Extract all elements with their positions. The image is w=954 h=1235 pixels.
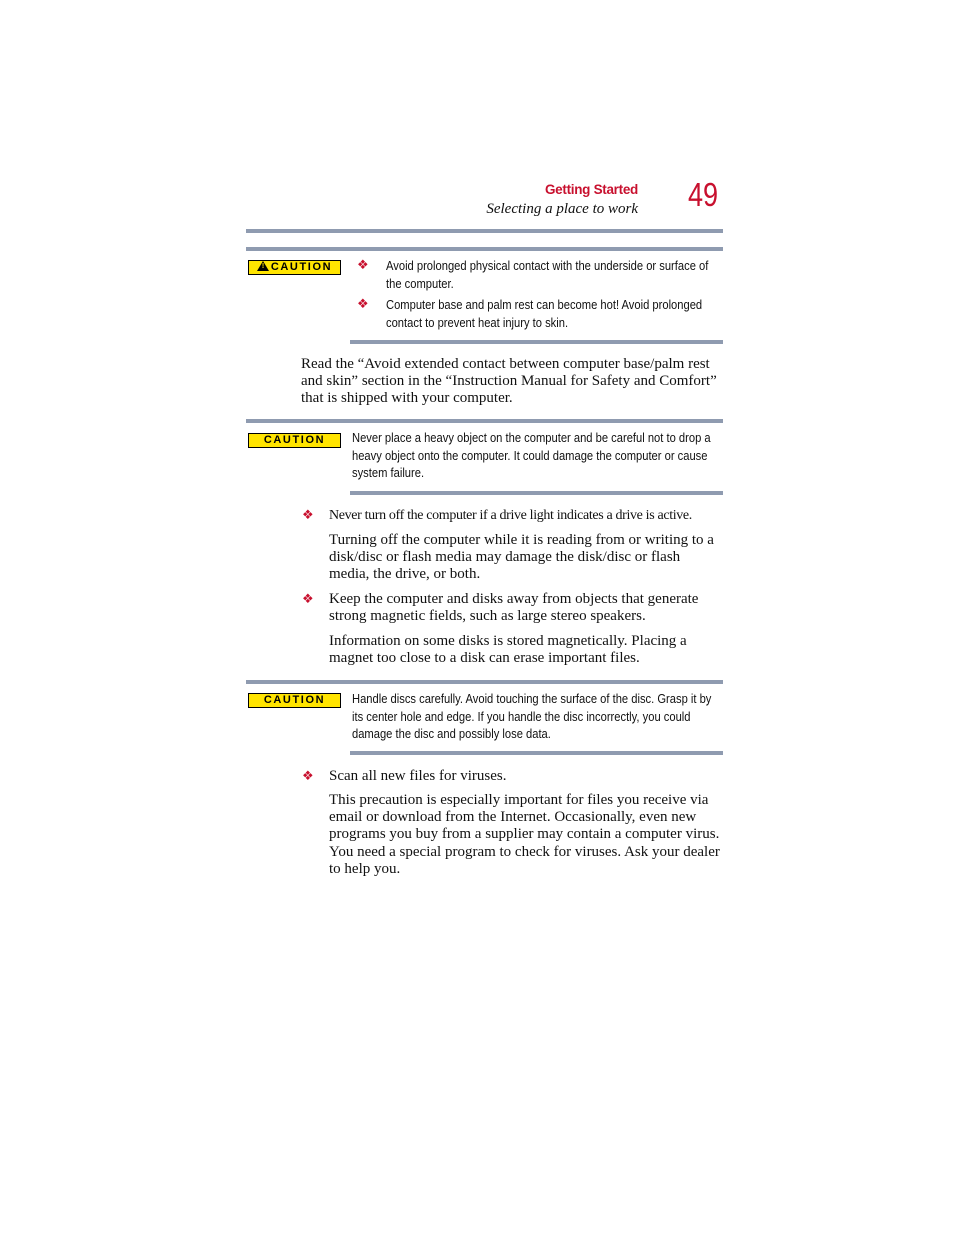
warning-triangle-icon: ! xyxy=(257,261,269,271)
section-title: Getting Started xyxy=(544,182,638,197)
bullet1-title: Never turn off the computer if a drive light indicates a drive is active. xyxy=(329,508,692,523)
caution3-badge xyxy=(248,693,341,708)
caution1-badge xyxy=(248,260,341,275)
caution1-item-1: Avoid prolonged physical contact with the underside or surface of the computer. xyxy=(386,258,709,291)
caution1-label: CAUTION xyxy=(270,261,333,273)
bullet-icon: ❖ xyxy=(357,258,369,273)
caution2-label: CAUTION xyxy=(263,434,326,446)
caution1-top-rule xyxy=(246,247,723,251)
bullet2-title: Keep the computer and disks away from objects that generate strong magnetic fields, such as large stereo speakers. xyxy=(329,591,699,625)
bullet-icon: ❖ xyxy=(302,508,314,523)
caution1-item-2: Computer base and palm rest can become hot! Avoid prolonged contact to prevent heat injury to skin. xyxy=(386,297,703,330)
bullet2-detail: Information on some disks is stored magnetically. Placing a magnet too close to a disk can erase important files. xyxy=(329,633,687,667)
bullet1-detail: Turning off the computer while it is reading from or writing to a disk/disc or flash media may damage the disk/disc or flash media, the drive, or both. xyxy=(329,532,714,583)
body-paragraph: Read the “Avoid extended contact between computer base/palm rest and skin” section in the “Instruction Manual for Safety and Comfort” that is shipped with your computer. xyxy=(301,356,717,407)
page-number: 49 xyxy=(688,176,719,213)
bullet3-detail: This precaution is especially important for files you receive via email or download from the Internet. Occasionally, even new programs you buy from a supplier may contain a computer virus. You need a special program to check for viruses. Ask your dealer to help you. xyxy=(329,792,720,877)
bullet-icon: ❖ xyxy=(302,769,314,784)
caution3-bottom-rule xyxy=(350,751,723,755)
caution1-bottom-rule xyxy=(350,340,723,344)
bullet3-title: Scan all new files for viruses. xyxy=(329,768,507,784)
bullet-icon: ❖ xyxy=(302,592,314,607)
caution3-top-rule xyxy=(246,680,723,684)
caution2-badge xyxy=(248,433,341,448)
caution2-bottom-rule xyxy=(350,491,723,495)
subsection-title: Selecting a place to work xyxy=(486,201,638,217)
bullet-icon: ❖ xyxy=(357,297,369,312)
caution3-label: CAUTION xyxy=(263,694,326,706)
header-rule xyxy=(246,229,723,233)
caution2-top-rule xyxy=(246,419,723,423)
caution2-text: Never place a heavy object on the computer and be careful not to drop a heavy object onto the computer. It could damage the computer or cause system failure. xyxy=(352,430,711,480)
caution3-text: Handle discs carefully. Avoid touching the surface of the disc. Grasp it by its center hole and edge. If you handle the disc incorrectly, you could damage the disc and possibly lose data. xyxy=(352,691,712,741)
